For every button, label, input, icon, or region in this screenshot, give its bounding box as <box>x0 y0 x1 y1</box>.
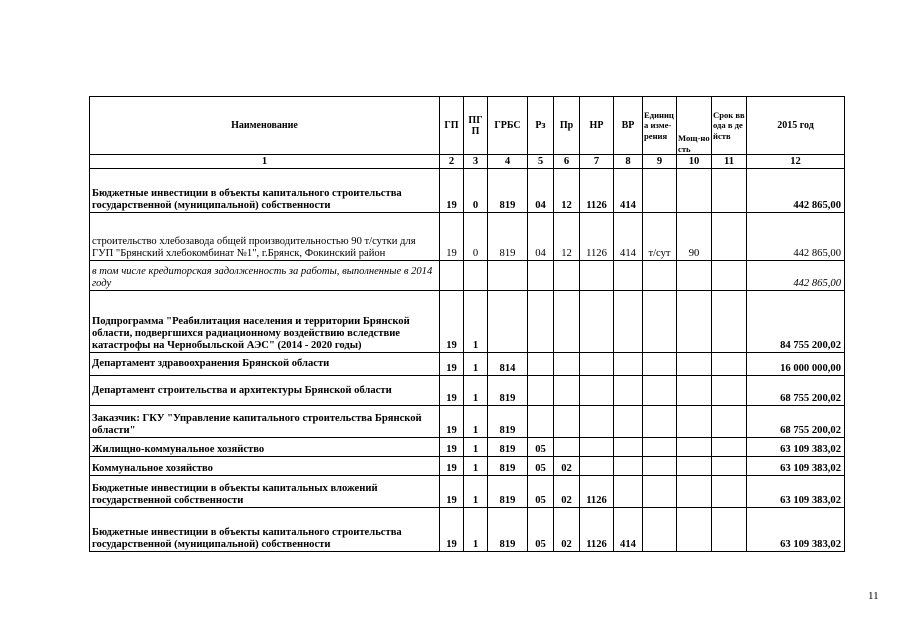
header-power: Мощ-ность <box>677 97 712 155</box>
table-row <box>90 476 845 508</box>
row-power <box>677 438 712 457</box>
header-nr: НР <box>580 97 614 155</box>
row-vr <box>614 457 643 476</box>
row-grbs: 819 <box>488 213 528 261</box>
row-pr: 02 <box>554 508 580 552</box>
row-gp: 19 <box>440 169 464 213</box>
row-unit <box>643 406 677 438</box>
header-vr: ВР <box>614 97 643 155</box>
row-gp: 19 <box>440 406 464 438</box>
row-name: Департамент строительства и архитектуры Брянской области <box>90 376 440 406</box>
row-nr: 1126 <box>580 213 614 261</box>
row-name: Бюджетные инвестиции в объекты капитального строительства государственной (муниципальной) собственности <box>90 508 440 552</box>
row-pgp: 1 <box>464 353 488 376</box>
row-pr: 02 <box>554 476 580 508</box>
row-pgp: 1 <box>464 406 488 438</box>
table-row <box>90 457 845 476</box>
row-pr <box>554 261 580 291</box>
row-unit <box>643 508 677 552</box>
row-pr: 12 <box>554 213 580 261</box>
row-nr <box>580 261 614 291</box>
column-number: 9 <box>643 155 677 169</box>
column-number: 2 <box>440 155 464 169</box>
row-nr <box>580 406 614 438</box>
table-row <box>90 438 845 457</box>
column-number: 5 <box>528 155 554 169</box>
row-grbs: 814 <box>488 353 528 376</box>
row-gp: 19 <box>440 376 464 406</box>
header-term: Срок ввода в действ <box>712 97 747 155</box>
row-rz <box>528 261 554 291</box>
row-amount: 68 755 200,02 <box>747 376 845 406</box>
row-gp <box>440 261 464 291</box>
row-power: 90 <box>677 213 712 261</box>
row-rz: 05 <box>528 457 554 476</box>
row-unit <box>643 291 677 353</box>
table-row <box>90 169 845 213</box>
row-vr <box>614 476 643 508</box>
row-pgp: 1 <box>464 457 488 476</box>
row-amount: 442 865,00 <box>747 261 845 291</box>
row-power <box>677 476 712 508</box>
header-pgp: ПГП <box>464 97 488 155</box>
header-year: 2015 год <box>747 97 845 155</box>
table-row <box>90 213 845 261</box>
row-rz: 04 <box>528 213 554 261</box>
row-unit: т/сут <box>643 213 677 261</box>
row-vr <box>614 353 643 376</box>
row-pr: 12 <box>554 169 580 213</box>
row-vr: 414 <box>614 213 643 261</box>
row-pr <box>554 438 580 457</box>
row-unit <box>643 353 677 376</box>
row-unit <box>643 376 677 406</box>
row-term <box>712 169 747 213</box>
row-power <box>677 261 712 291</box>
column-number: 10 <box>677 155 712 169</box>
row-grbs: 819 <box>488 457 528 476</box>
header-rz: Рз <box>528 97 554 155</box>
row-amount: 63 109 383,02 <box>747 508 845 552</box>
row-rz <box>528 291 554 353</box>
column-number: 12 <box>747 155 845 169</box>
row-grbs <box>488 291 528 353</box>
row-nr <box>580 438 614 457</box>
row-pgp <box>464 261 488 291</box>
row-vr <box>614 406 643 438</box>
row-term <box>712 438 747 457</box>
header-name: Наименование <box>90 97 440 155</box>
row-rz: 05 <box>528 438 554 457</box>
row-name: Коммунальное хозяйство <box>90 457 440 476</box>
row-nr <box>580 457 614 476</box>
row-name: Подпрограмма "Реабилитация населения и территории Брянской области, подвергшихся радиационному воздействию вследствие катастрофы на Чернобыльской АЭС" (2014 - 2020 годы) <box>90 291 440 353</box>
row-term <box>712 406 747 438</box>
row-name: Бюджетные инвестиции в объекты капитальных вложений государственной собственности <box>90 476 440 508</box>
row-pgp: 1 <box>464 376 488 406</box>
row-unit <box>643 457 677 476</box>
row-name: строительство хлебозавода общей производительностью 90 т/сутки для ГУП "Брянский хлебокомбинат №1", г.Брянск, Фокинский район <box>90 213 440 261</box>
row-gp: 19 <box>440 438 464 457</box>
row-pr <box>554 376 580 406</box>
header-row <box>90 97 845 155</box>
row-vr <box>614 261 643 291</box>
row-term <box>712 261 747 291</box>
row-rz: 04 <box>528 169 554 213</box>
row-name: Департамент здравоохранения Брянской области <box>90 353 440 376</box>
table-row <box>90 291 845 353</box>
row-amount: 84 755 200,02 <box>747 291 845 353</box>
row-rz <box>528 376 554 406</box>
row-grbs: 819 <box>488 508 528 552</box>
column-number: 1 <box>90 155 440 169</box>
row-nr <box>580 353 614 376</box>
row-pgp: 1 <box>464 476 488 508</box>
row-grbs: 819 <box>488 406 528 438</box>
row-pgp: 1 <box>464 438 488 457</box>
column-number-row <box>90 155 845 169</box>
row-nr: 1126 <box>580 508 614 552</box>
row-name: Заказчик: ГКУ "Управление капитального строительства Брянской области" <box>90 406 440 438</box>
row-gp: 19 <box>440 508 464 552</box>
row-vr <box>614 291 643 353</box>
row-name: Жилищно-коммунальное хозяйство <box>90 438 440 457</box>
row-gp: 19 <box>440 213 464 261</box>
header-pr: Пр <box>554 97 580 155</box>
row-power <box>677 353 712 376</box>
document-page <box>89 96 845 552</box>
header-unit: Единица изме-рения <box>643 97 677 155</box>
row-power <box>677 406 712 438</box>
row-pr <box>554 406 580 438</box>
row-term <box>712 291 747 353</box>
row-gp: 19 <box>440 291 464 353</box>
row-gp: 19 <box>440 457 464 476</box>
row-pgp: 1 <box>464 508 488 552</box>
page-number: 11 <box>868 590 879 602</box>
row-grbs: 819 <box>488 376 528 406</box>
row-unit <box>643 476 677 508</box>
row-power <box>677 291 712 353</box>
row-amount: 68 755 200,02 <box>747 406 845 438</box>
row-unit <box>643 169 677 213</box>
row-grbs: 819 <box>488 169 528 213</box>
table-row <box>90 508 845 552</box>
row-vr <box>614 376 643 406</box>
column-number: 6 <box>554 155 580 169</box>
row-amount: 442 865,00 <box>747 169 845 213</box>
row-pgp: 0 <box>464 169 488 213</box>
row-term <box>712 476 747 508</box>
row-name: Бюджетные инвестиции в объекты капитального строительства государственной (муниципальной) собственности <box>90 169 440 213</box>
row-power <box>677 169 712 213</box>
row-pgp: 1 <box>464 291 488 353</box>
row-term <box>712 353 747 376</box>
row-power <box>677 508 712 552</box>
row-amount: 16 000 000,00 <box>747 353 845 376</box>
row-grbs: 819 <box>488 476 528 508</box>
header-grbs: ГРБС <box>488 97 528 155</box>
row-vr: 414 <box>614 169 643 213</box>
row-vr: 414 <box>614 508 643 552</box>
row-pr: 02 <box>554 457 580 476</box>
row-nr <box>580 376 614 406</box>
row-grbs: 819 <box>488 438 528 457</box>
row-power <box>677 457 712 476</box>
row-grbs <box>488 261 528 291</box>
row-amount: 63 109 383,02 <box>747 438 845 457</box>
row-amount: 442 865,00 <box>747 213 845 261</box>
row-pgp: 0 <box>464 213 488 261</box>
row-power <box>677 376 712 406</box>
row-amount: 63 109 383,02 <box>747 457 845 476</box>
header-gp: ГП <box>440 97 464 155</box>
row-amount: 63 109 383,02 <box>747 476 845 508</box>
row-rz: 05 <box>528 508 554 552</box>
column-number: 7 <box>580 155 614 169</box>
table-row <box>90 406 845 438</box>
row-rz: 05 <box>528 476 554 508</box>
row-nr <box>580 291 614 353</box>
row-pr <box>554 291 580 353</box>
row-rz <box>528 406 554 438</box>
row-vr <box>614 438 643 457</box>
row-nr: 1126 <box>580 169 614 213</box>
row-gp: 19 <box>440 476 464 508</box>
table-row <box>90 261 845 291</box>
row-unit <box>643 438 677 457</box>
row-nr: 1126 <box>580 476 614 508</box>
budget-table <box>89 96 845 552</box>
row-term <box>712 508 747 552</box>
column-number: 4 <box>488 155 528 169</box>
row-term <box>712 457 747 476</box>
row-pr <box>554 353 580 376</box>
row-unit <box>643 261 677 291</box>
row-name: в том числе кредиторская задолженность за работы, выполненные в 2014 году <box>90 261 440 291</box>
row-term <box>712 376 747 406</box>
table-row <box>90 353 845 376</box>
table-row <box>90 376 845 406</box>
column-number: 11 <box>712 155 747 169</box>
column-number: 8 <box>614 155 643 169</box>
column-number: 3 <box>464 155 488 169</box>
row-rz <box>528 353 554 376</box>
row-gp: 19 <box>440 353 464 376</box>
row-term <box>712 213 747 261</box>
